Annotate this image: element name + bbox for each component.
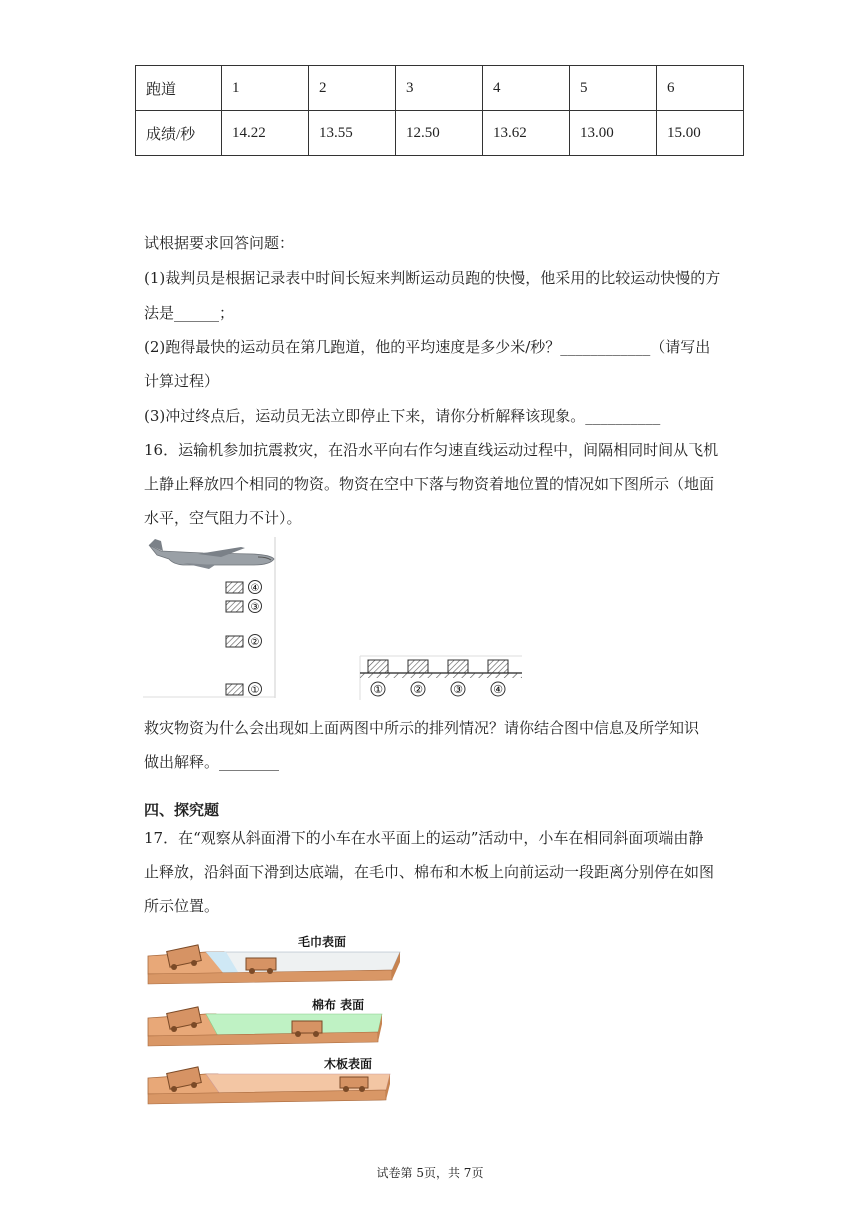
q16-line1: 16．运输机参加抗震救灾，在沿水平向右作匀速直线运动过程中，间隔相同时间从飞机 bbox=[144, 441, 719, 459]
board-track bbox=[148, 1056, 390, 1104]
lane-cell: 4 bbox=[483, 66, 570, 111]
supply-crate bbox=[226, 600, 262, 614]
ground-label: ④ bbox=[493, 683, 503, 696]
lane-cell: 1 bbox=[222, 66, 309, 111]
q17-line1: 17．在“观察从斜面滑下的小车在水平面上的运动”活动中，小车在相同斜面项端由静 bbox=[144, 829, 704, 847]
air-label: ③ bbox=[250, 602, 260, 613]
time-header: 成绩/秒 bbox=[136, 111, 222, 156]
time-cell: 12.50 bbox=[396, 111, 483, 156]
time-cell: 14.22 bbox=[222, 111, 309, 156]
landing-positions-figure bbox=[358, 654, 524, 702]
time-cell: 13.00 bbox=[570, 111, 657, 156]
q16-line3: 水平，空气阻力不计）。 bbox=[144, 509, 302, 527]
lane-cell: 2 bbox=[309, 66, 396, 111]
supply-crate bbox=[226, 581, 262, 595]
landed-crate bbox=[448, 660, 468, 673]
supply-crate bbox=[226, 683, 262, 697]
q15-part1-line1: (1)裁判员是根据记录表中时间长短来判断运动员跑的快慢，他采用的比较运动快慢的方 bbox=[144, 269, 721, 287]
towel-label: 毛巾表面 bbox=[298, 935, 347, 949]
lane-header: 跑道 bbox=[136, 66, 222, 111]
time-cell: 15.00 bbox=[657, 111, 744, 156]
lane-cell: 3 bbox=[396, 66, 483, 111]
q16-ask-line2: 做出解释。________ bbox=[144, 753, 280, 771]
lane-cell: 6 bbox=[657, 66, 744, 111]
ground-label: ② bbox=[413, 683, 423, 696]
table-row bbox=[136, 111, 744, 156]
board-label: 木板表面 bbox=[324, 1057, 373, 1071]
q16-line2: 上静止释放四个相同的物资。物资在空中下落与物资着地位置的情况如下图所示（地面 bbox=[144, 475, 715, 493]
supply-crate bbox=[226, 635, 262, 649]
ground-hatch bbox=[360, 673, 522, 678]
results-table bbox=[135, 65, 744, 156]
q17-line2: 止释放，沿斜面下滑到达底端，在毛巾、棉布和木板上向前运动一段距离分别停在如图 bbox=[144, 863, 715, 881]
air-label: ④ bbox=[250, 583, 260, 594]
time-cell: 13.55 bbox=[309, 111, 396, 156]
time-cell: 13.62 bbox=[483, 111, 570, 156]
landed-crate bbox=[408, 660, 428, 673]
table-row bbox=[136, 66, 744, 111]
towel-track bbox=[148, 934, 400, 984]
air-label: ① bbox=[250, 685, 260, 696]
q17-line3: 所示位置。 bbox=[144, 897, 220, 915]
section-title: 四、探究题 bbox=[144, 801, 220, 819]
q15-part2-line2: 计算过程） bbox=[144, 372, 220, 390]
page-footer: 试卷第 5页，共 7页 bbox=[376, 1166, 484, 1180]
q15-part2-line1: (2)跑得最快的运动员在第几跑道，他的平均速度是多少米/秒？____________（请写出 bbox=[144, 338, 711, 356]
q15-part1-line2: 法是______； bbox=[144, 304, 235, 322]
incline-experiment-figure bbox=[146, 934, 408, 1120]
landed-crate bbox=[368, 660, 388, 673]
ground-label: ③ bbox=[453, 683, 463, 696]
q15-part3: (3)冲过终点后，运动员无法立即停止下来，请你分析解释该现象。__________ bbox=[144, 407, 661, 425]
q15-intro: 试根据要求回答问题： bbox=[144, 234, 295, 252]
lane-cell: 5 bbox=[570, 66, 657, 111]
ground-label: ① bbox=[373, 683, 383, 696]
airplane-icon bbox=[149, 539, 274, 569]
q16-ask-line1: 救灾物资为什么会出现如上面两图中所示的排列情况？请你结合图中信息及所学知识 bbox=[144, 719, 700, 737]
cotton-label: 棉布 表面 bbox=[312, 998, 365, 1012]
cotton-track bbox=[148, 997, 382, 1046]
air-label: ② bbox=[250, 637, 260, 648]
landed-crate bbox=[488, 660, 508, 673]
falling-supplies-figure bbox=[143, 535, 283, 700]
